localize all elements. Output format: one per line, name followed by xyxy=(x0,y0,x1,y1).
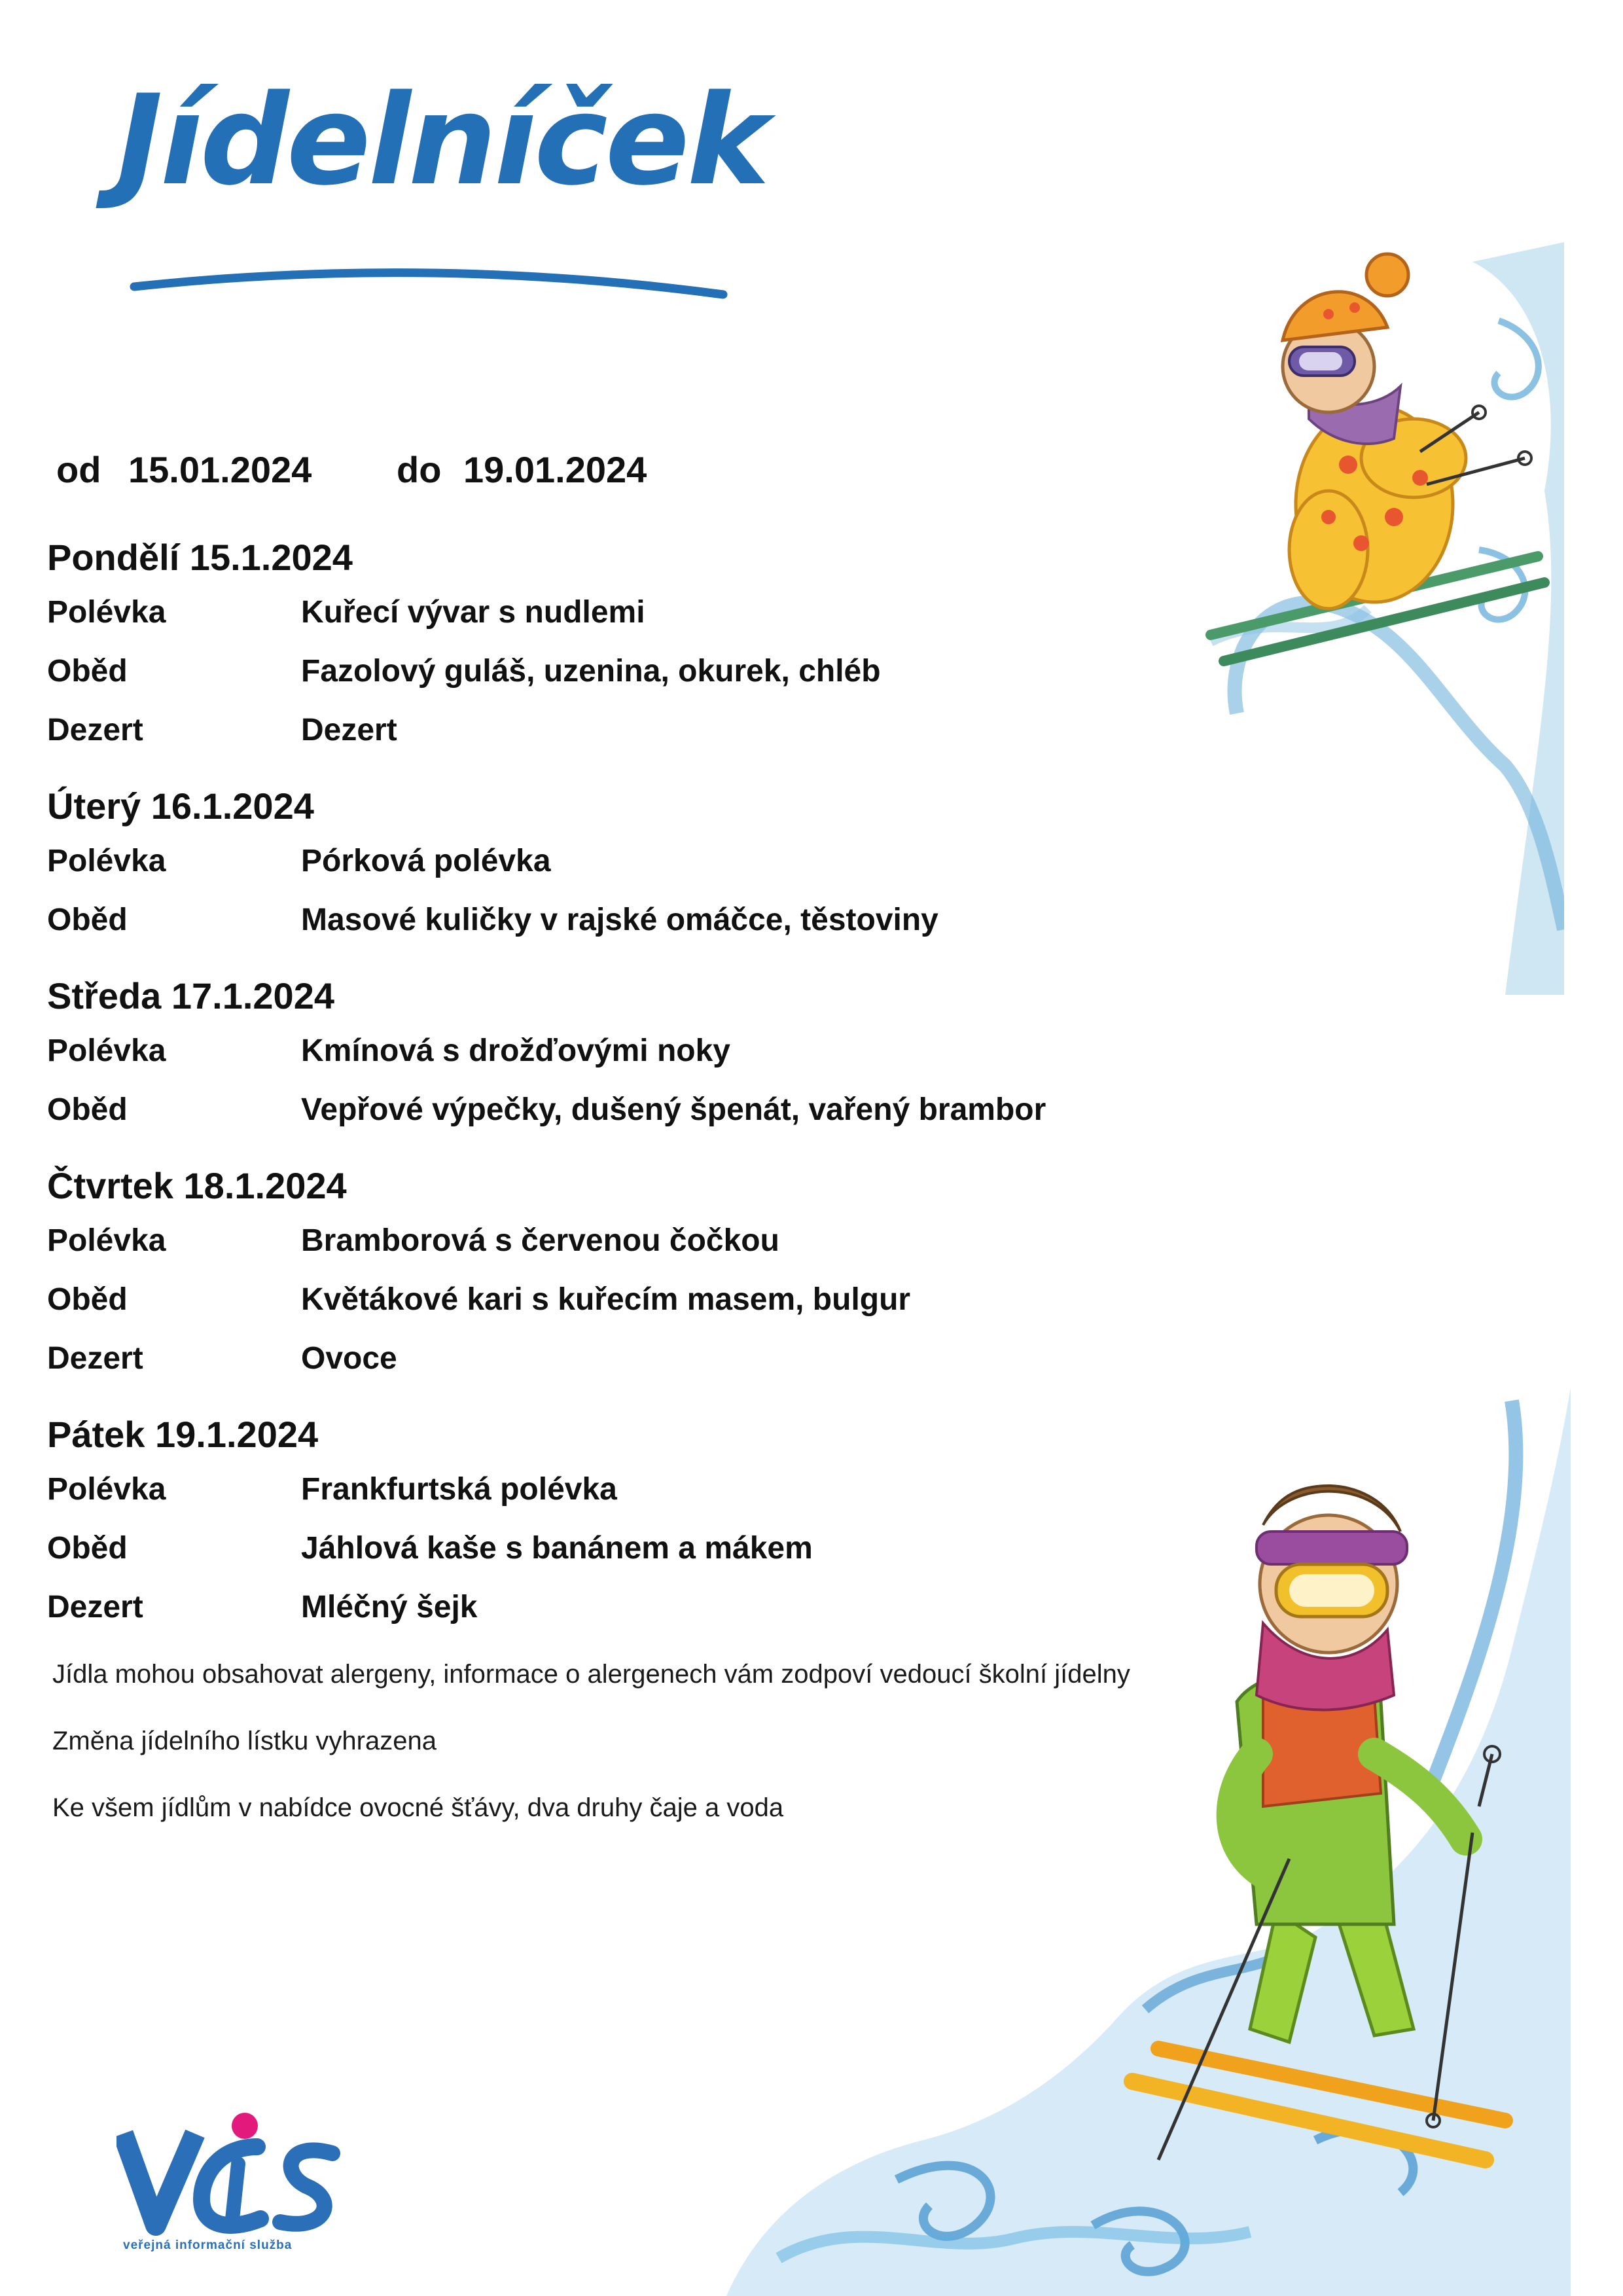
title-underline-swoosh xyxy=(128,249,730,308)
menu-row-label: Polévka xyxy=(47,1033,166,1068)
menu-row-label: Polévka xyxy=(47,595,166,630)
menu-row-dish: Ovoce xyxy=(301,1341,397,1376)
menu-row-dish: Kuřecí vývar s nudlemi xyxy=(301,595,645,630)
day-title-monday: Pondělí 15.1.2024 xyxy=(47,537,353,578)
menu-row-label: Polévka xyxy=(47,1223,166,1258)
menu-row-dish: Kmínová s drožďovými noky xyxy=(301,1033,730,1068)
menu-row-label: Dezert xyxy=(47,1341,143,1376)
menu-row-label: Dezert xyxy=(47,713,143,747)
date-from-value: 15.01.2024 xyxy=(128,449,312,490)
date-from-label: od xyxy=(56,449,101,490)
day-title-thursday: Čtvrtek 18.1.2024 xyxy=(47,1165,347,1206)
menu-row-label: Oběd xyxy=(47,1092,128,1127)
skier-descending-illustration xyxy=(726,1388,1571,2296)
menu-row-label: Dezert xyxy=(47,1590,143,1624)
day-title-friday: Pátek 19.1.2024 xyxy=(47,1414,319,1455)
menu-row-dish: Jáhlová kaše s banánem a mákem xyxy=(301,1531,813,1566)
day-title-tuesday: Úterý 16.1.2024 xyxy=(47,785,314,827)
menu-row-dish: Dezert xyxy=(301,713,397,747)
day-title-wednesday: Středa 17.1.2024 xyxy=(47,975,334,1016)
menu-row-label: Polévka xyxy=(47,844,166,878)
menu-row-label: Polévka xyxy=(47,1472,166,1507)
date-to-label: do xyxy=(397,449,442,490)
menu-row-dish: Frankfurtská polévka xyxy=(301,1472,617,1507)
drinks-note: Ke všem jídlům v nabídce ovocné šťávy, dva druhy čaje a voda xyxy=(52,1793,784,1822)
menu-row-label: Oběd xyxy=(47,654,128,689)
menu-row-dish: Bramborová s červenou čočkou xyxy=(301,1223,779,1258)
menu-row-dish: Vepřové výpečky, dušený špenát, vařený brambor xyxy=(301,1092,1046,1127)
menu-change-note: Změna jídelního lístku vyhrazena xyxy=(52,1727,437,1755)
logo-tagline: veřejná informační služba xyxy=(123,2238,293,2252)
menu-row-label: Oběd xyxy=(47,1531,128,1566)
menu-row-dish: Fazolový guláš, uzenina, okurek, chléb xyxy=(301,654,881,689)
menu-row-dish: Květákové kari s kuřecím masem, bulgur xyxy=(301,1282,911,1317)
menu-row-dish: Mléčný šejk xyxy=(301,1590,478,1624)
date-to-value: 19.01.2024 xyxy=(463,449,647,490)
skier-jumping-illustration xyxy=(1198,242,1564,995)
menu-row-dish: Masové kuličky v rajské omáčce, těstoviny xyxy=(301,903,938,937)
menu-row-dish: Pórková polévka xyxy=(301,844,551,878)
allergen-note: Jídla mohou obsahovat alergeny, informace o alergenech vám zodpoví vedoucí školní jídelny xyxy=(52,1660,1130,1689)
page-title: Jídelníček xyxy=(116,68,768,213)
menu-row-label: Oběd xyxy=(47,1282,128,1317)
menu-row-label: Oběd xyxy=(47,903,128,937)
vis-logo xyxy=(116,2101,352,2251)
